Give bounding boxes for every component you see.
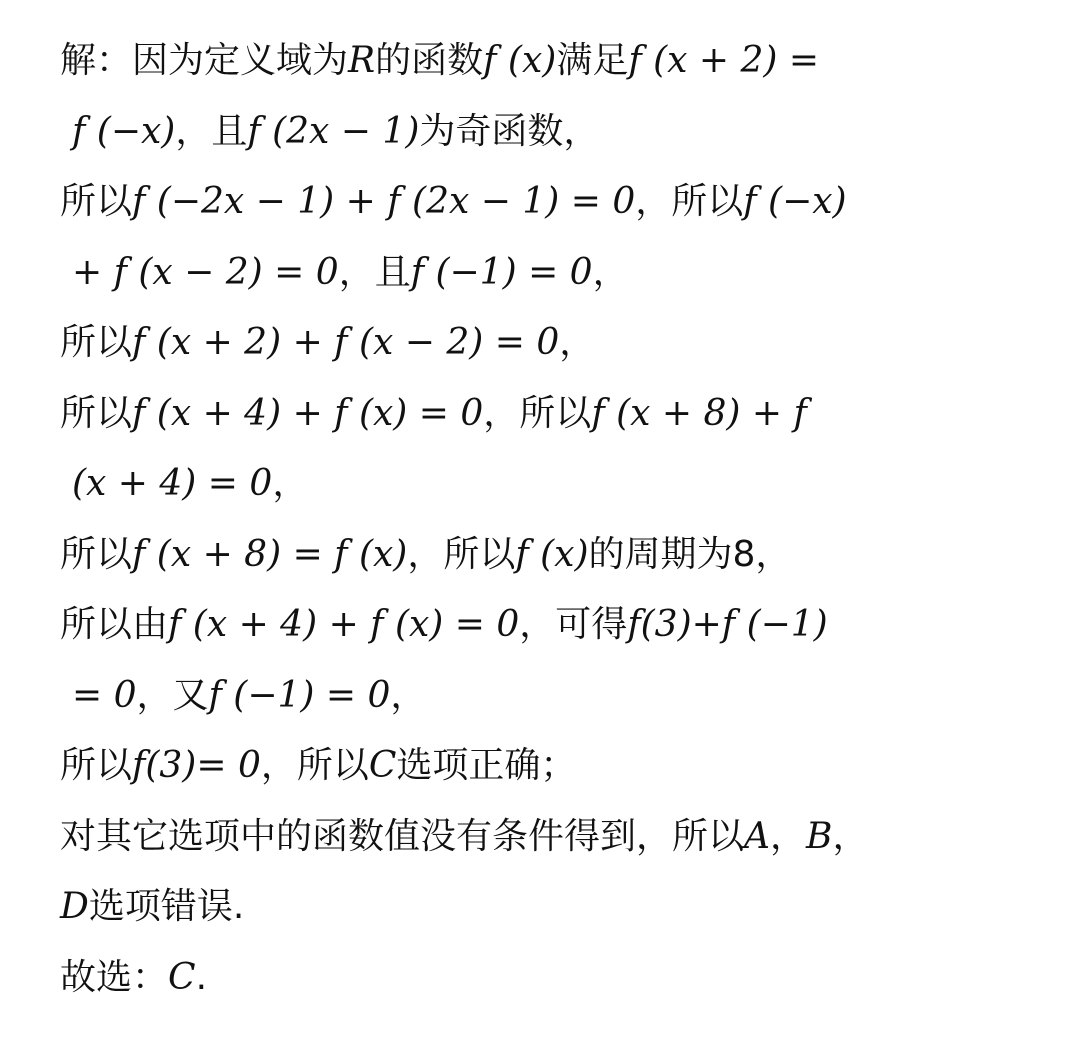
math-segment: C	[368, 745, 397, 786]
solution-line	[60, 167, 1050, 238]
math-segment: f(3)+f (−1)	[627, 604, 828, 645]
text-segment: ，	[390, 674, 427, 716]
text-segment: ，	[832, 815, 869, 857]
text-segment: 满足	[556, 40, 629, 81]
math-segment: f(3)= 0	[132, 745, 261, 786]
text-segment: ，	[559, 322, 596, 363]
solution-text	[60, 26, 1050, 1013]
text-segment: ，所以	[483, 392, 592, 434]
text-segment: ，可得	[519, 604, 628, 645]
text-segment: 所以	[60, 392, 133, 434]
math-segment: f (x + 2) =	[628, 40, 820, 81]
math-segment: f (−x)	[72, 110, 176, 152]
solution-line	[60, 379, 1050, 450]
math-segment: f (−2x − 1) + f (2x − 1) = 0	[132, 181, 636, 222]
math-segment: f (x + 4) + f (x) = 0	[132, 392, 484, 434]
solution-line	[60, 308, 1050, 379]
text-segment: .	[195, 956, 208, 998]
math-segment: B	[806, 815, 833, 857]
text-segment: 故选：	[60, 956, 169, 998]
math-segment: f (x + 4) + f (x) = 0	[168, 604, 520, 645]
text-segment: ，	[272, 463, 309, 504]
text-segment: 所以	[60, 745, 133, 786]
text-segment: 所以	[60, 322, 133, 363]
solution-line	[60, 661, 1050, 732]
math-segment: f (−x)	[743, 181, 847, 222]
math-segment: f (x)	[483, 40, 557, 81]
text-segment: 选项正确；	[396, 745, 577, 786]
solution-line	[60, 943, 1050, 1014]
math-segment: D	[60, 886, 89, 927]
solution-line	[60, 590, 1050, 661]
text-segment: ，且	[175, 110, 248, 152]
text-segment: ，	[592, 251, 629, 293]
solution-line	[60, 97, 1050, 168]
solution-line	[60, 731, 1050, 802]
math-segment: A	[744, 815, 771, 857]
text-segment: 所以	[60, 181, 133, 222]
math-segment: C	[168, 956, 196, 998]
solution-line	[60, 26, 1050, 97]
math-segment: f (x + 2) + f (x − 2) = 0	[132, 322, 560, 363]
solution-line	[60, 449, 1050, 520]
text-segment: ，所以	[407, 533, 516, 575]
text-segment: 选项错误.	[88, 886, 245, 927]
math-segment: f (−1) = 0	[410, 251, 593, 293]
math-segment: (x + 4) = 0	[72, 463, 273, 504]
math-segment: = 0	[72, 674, 137, 716]
text-segment: ，又	[136, 674, 209, 716]
text-segment: 的函数	[375, 40, 484, 81]
text-segment: 解：因为定义域为	[60, 40, 349, 81]
math-segment: f (x + 8) + f	[591, 392, 807, 434]
text-segment: 所以由	[60, 604, 169, 645]
math-segment: f (−1) = 0	[208, 674, 391, 716]
text-segment: ，	[770, 815, 807, 857]
solution-line	[60, 872, 1050, 943]
text-segment: ，且	[338, 251, 411, 293]
text-segment: 为奇函数，	[419, 110, 600, 152]
text-segment: ，所以	[260, 745, 369, 786]
math-segment: f (2x − 1)	[247, 110, 420, 152]
text-segment: 对其它选项中的函数值没有条件得到，所以	[60, 815, 745, 857]
math-segment: f (x + 8) = f (x)	[132, 533, 408, 575]
solution-line	[60, 802, 1050, 873]
text-segment: 所以	[60, 533, 133, 575]
text-segment: ，所以	[635, 181, 744, 222]
math-segment: f (x)	[515, 533, 589, 575]
math-segment: + f (x − 2) = 0	[72, 251, 339, 293]
solution-line	[60, 238, 1050, 309]
solution-line	[60, 520, 1050, 591]
text-segment: 的周期为8，	[588, 533, 792, 575]
math-segment: R	[348, 40, 376, 81]
